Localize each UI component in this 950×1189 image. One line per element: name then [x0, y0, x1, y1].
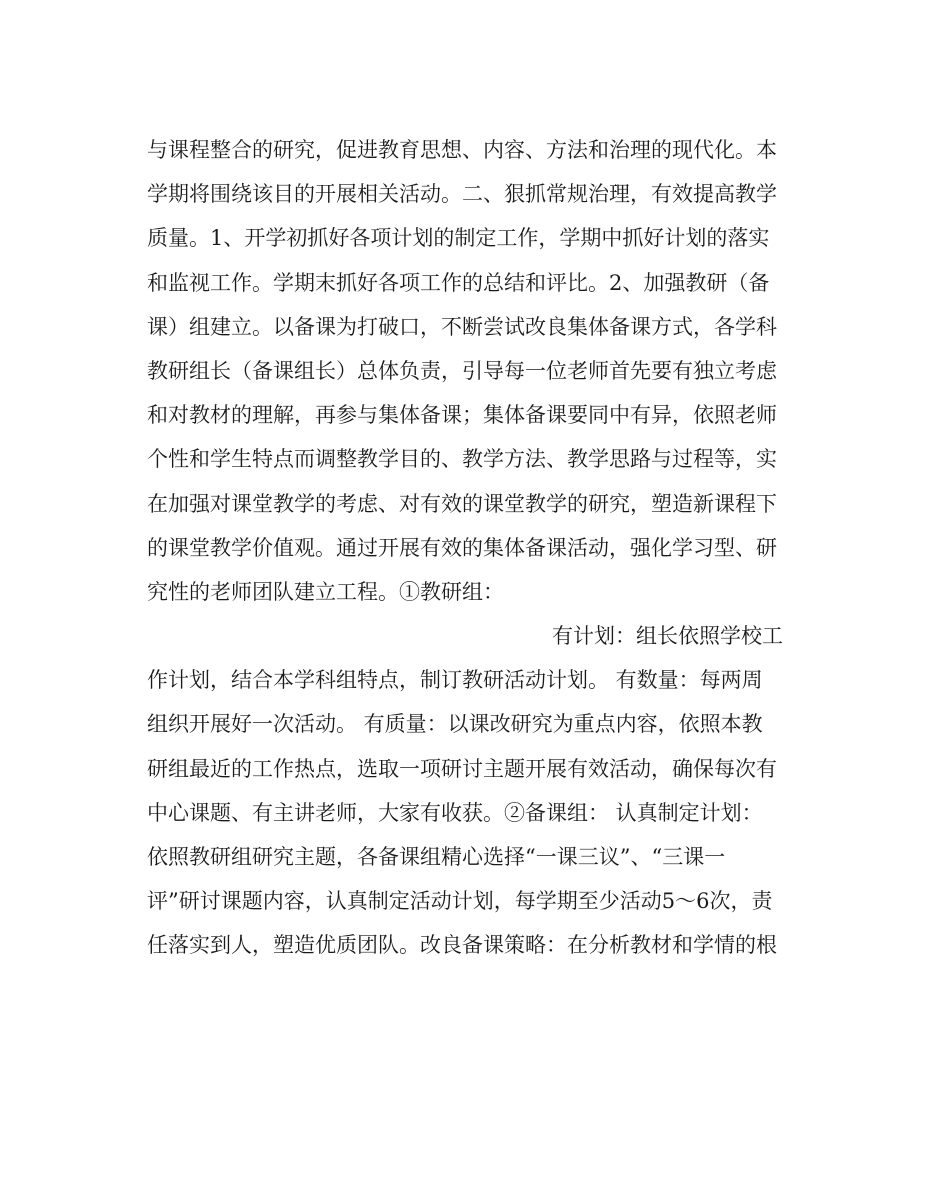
text-line: 作计划，结合本学科组特点，制订教研活动计划。 有数量：每两周 [147, 668, 763, 693]
text-line: 评”研讨课题内容，认真制定活动计划，每学期至少活动5～6次，责 [147, 889, 773, 914]
text-line: 个性和学生特点而调整教学目的、教学方法、教学思路与过程等，实 [147, 447, 777, 472]
text-line: 在加强对课堂教学的考虑、对有效的课堂教学的研究，塑造新课程下 [147, 491, 777, 516]
text-line: 和对教材的理解，再参与集体备课；集体备课要同中有异，依照老师 [147, 403, 777, 428]
text-line: 研组最近的工作热点，选取一项研讨主题开展有效活动，确保每次有 [147, 756, 777, 781]
text-line: 教研组长（备课组长）总体负责，引导每一位老师首先要有独立考虑 [147, 358, 777, 383]
text-line: 课）组建立。以备课为打破口，不断尝试改良集体备课方式，各学科 [147, 314, 777, 339]
text-line-indented: 有计划：组长依照学校工 [552, 624, 783, 649]
text-line: 任落实到人，塑造优质团队。改良备课策略：在分析教材和学情的根 [147, 933, 777, 958]
text-line: 依照教研组研究主题，各备课组精心选择“一课三议”、“三课一 [147, 845, 726, 869]
text-line: 究性的老师团队建立工程。①教研组： [147, 579, 504, 604]
text-line: 与课程整合的研究，促进教育思想、内容、方法和治理的现代化。本 [147, 138, 777, 162]
text-line: 组织开展好一次活动。 有质量：以课改研究为重点内容，依照本教 [147, 712, 763, 737]
text-line: 质量。1、开学初抓好各项计划的制定工作，学期中抓好计划的落实 [147, 226, 770, 251]
text-line: 学期将围绕该目的开展相关活动。二、狠抓常规治理，有效提高教学 [147, 182, 777, 207]
body-text [147, 128, 812, 968]
text-line: 和监视工作。学期末抓好各项工作的总结和评比。2、加强教研（备 [147, 270, 770, 295]
text-line: 中心课题、有主讲老师，大家有收获。②备课组： 认真制定计划： [147, 800, 763, 825]
text-line: 的课堂教学价值观。通过开展有效的集体备课活动，强化学习型、研 [147, 535, 777, 560]
